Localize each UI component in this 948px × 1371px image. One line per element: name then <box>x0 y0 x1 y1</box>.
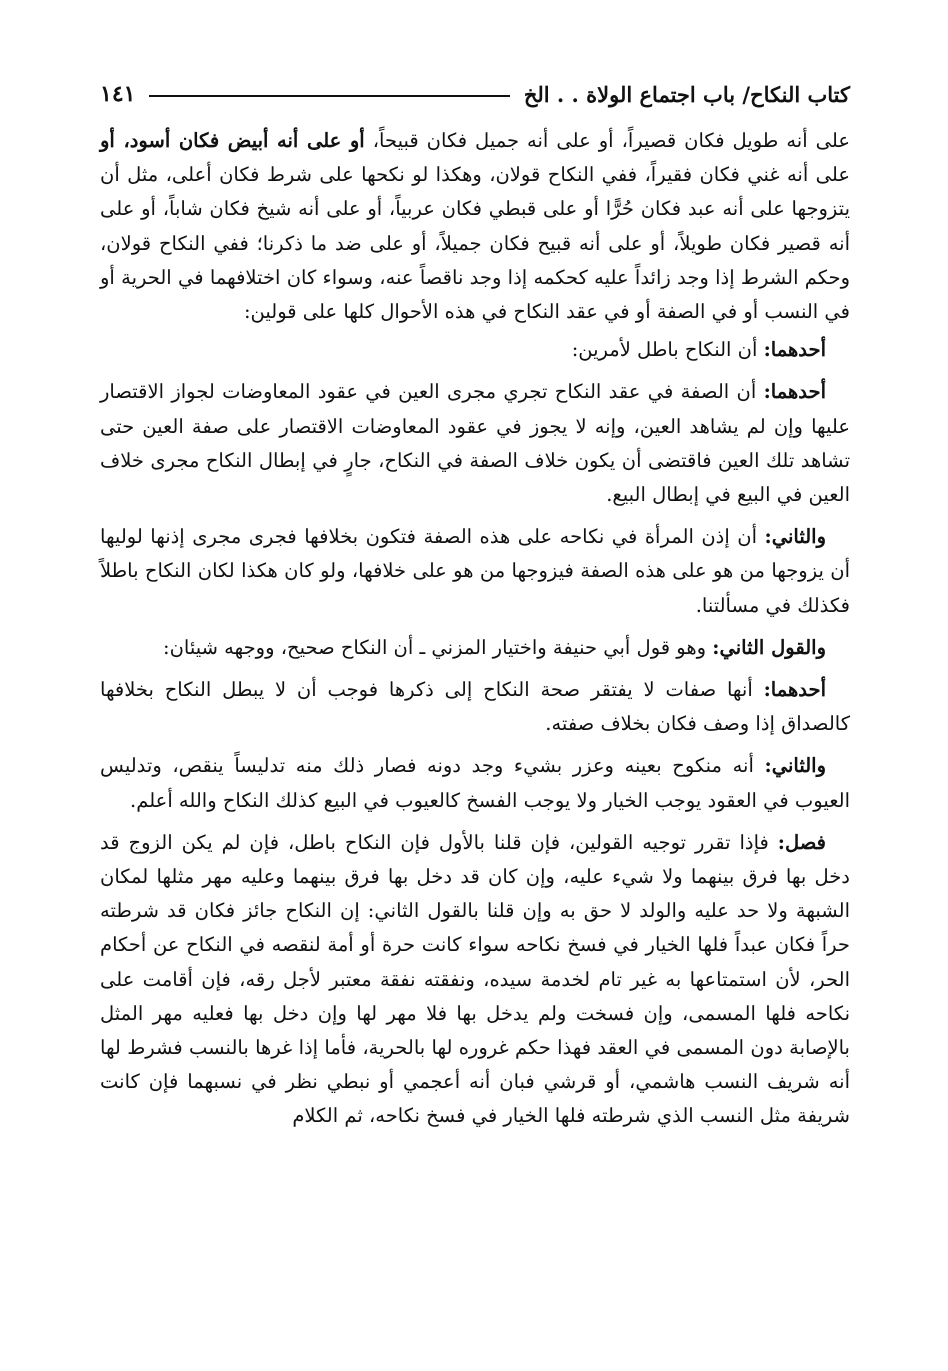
intro-segment: على أنه غني فكان فقيراً، ففي النكاح قولان، وهكذا لو نكحها على شرط فكان أعلى، مثل أن يتزوجها على أنه عبد فكان حُرًّا أو على قبطي فكان عربياً، أو على أنه شيخ فكان شاباً، أو على أنه قصير فكان طويلاً، أو على أنه قبيح فكان جميلاً، أو على ضد ما ذكرنا؛ ففي النكاح قولان، وحكم الشرط إذا وجد زائداً عليه كحكمه إذا وجد ناقصاً عنه، وسواء كان اختلافهما في الحرية أو في النسب أو في الصفة أو في عقد النكاح في هذه الأحوال كلها على قولين: <box>100 163 850 324</box>
paragraph-lead: أحدهما: <box>763 678 826 702</box>
paragraph-text: وهو قول أبي حنيفة واختيار المزني ـ أن النكاح صحيح، ووجهه شيئان: <box>163 635 713 659</box>
paragraph-text: أن النكاح باطل لأمرين: <box>571 338 764 362</box>
paragraph-lead: أحدهما: <box>763 380 826 404</box>
paragraph-text: أنه منكوح بعينه وعزر بشيء وجد دونه فصار ذلك منه تدليساً ينقص، وتدليس العيوب في العقود يوجب الخيار ولا يوجب الفسخ كالعيوب في البيع كذلك النكاح والله أعلم. <box>100 754 850 812</box>
paragraph-lead: والثاني: <box>764 525 826 549</box>
paragraph-text: أن إذن المرأة في نكاحه على هذه الصفة فتكون بخلافها فجرى مجرى إذنها لوليها أن يزوجها من هو على هذه الصفة فيزوجها من هو على خلافها، ولو كان هكذا لكان النكاح باطلاً فكذلك في مسألتنا. <box>100 525 850 617</box>
paragraph-second-saying <box>100 631 850 665</box>
paragraph-reason-one <box>100 375 850 512</box>
intro-segment: على أنه طويل فكان قصيراً، أو على أنه جميل فكان قبيحاً، <box>364 129 850 152</box>
paragraph-first-saying <box>100 333 850 367</box>
paragraph-lead: أحدهما: <box>763 338 826 362</box>
body-text <box>100 124 850 1142</box>
header-rule <box>149 95 509 97</box>
paragraph-section <box>100 826 850 1134</box>
running-header-title: كتاب النكاح/ باب اجتماع الولاة . . الخ <box>523 81 850 107</box>
paragraph-text: أنها صفات لا يفتقر صحة النكاح إلى ذكرها فوجب أن لا يبطل النكاح بخلافها كالصداق إذا وصف فكان بخلاف صفته. <box>100 678 850 736</box>
paragraph-reason-two <box>100 520 850 623</box>
paragraph-lead: والقول الثاني: <box>712 635 826 659</box>
paragraph-text: فإذا تقرر توجيه القولين، فإن قلنا بالأول فإن النكاح باطل، فإن لم يكن الزوج قد دخل بها فرق بينهما ولا شيء عليه، وإن كان قد دخل بها فرق بينهما وعليه مهر مثلها لمكان الشبهة ولا حد عليه والولد لا حق به وإن قلنا بالقول الثاني: إن النكاح جائز فكان قد شرطته حراً فكان عبداً فلها الخيار في فسخ نكاحه سواء كانت حرة أو أمة لنقصه في النكاح عن أحكام الحر، لأن استمتاعها به غير تام لخدمة سيده، ونفقته نفقة معتبر لأجل رقه، فإن أقامت على نكاحه فلها المسمى، وإن فسخت ولم يدخل بها فلا مهر لها وإن دخل بها فعليه مهر المثل بالإصابة دون المسمى في العقد فهذا حكم غروره لها بالحرية، فأما إذا غرها بالنسب فشرط لها أنه شريف النسب هاشمي، أو قرشي فبان أنه أعجمي أو نبطي نظر في نسبهما فإن كانت شريفة مثل النسب الذي شرطته فلها الخيار في فسخ نكاحه، ثم الكلام <box>100 830 850 1128</box>
paragraph-lead: فصل: <box>777 830 826 854</box>
paragraph-aspect-one <box>100 673 850 741</box>
paragraph-lead: والثاني: <box>764 754 826 778</box>
intro-segment-bold: أو على أنه أبيض فكان أسود، أو <box>100 129 365 152</box>
page-number: ١٤١ <box>100 81 136 107</box>
paragraph-intro <box>100 124 850 329</box>
paragraph-text: أن الصفة في عقد النكاح تجري مجرى العين في عقود المعاوضات لجواز الاقتصار عليها وإن لم يشاهد العين، وإنه لا يجوز في عقود المعاوضات الاقتصار على صفة العين حتى تشاهد تلك العين فاقتضى أن يكون خلاف الصفة في النكاح، جارٍ في إبطال النكاح مجرى خلاف العين في البيع في إبطال البيع. <box>100 380 850 507</box>
paragraph-aspect-two <box>100 749 850 817</box>
running-header <box>100 76 850 112</box>
